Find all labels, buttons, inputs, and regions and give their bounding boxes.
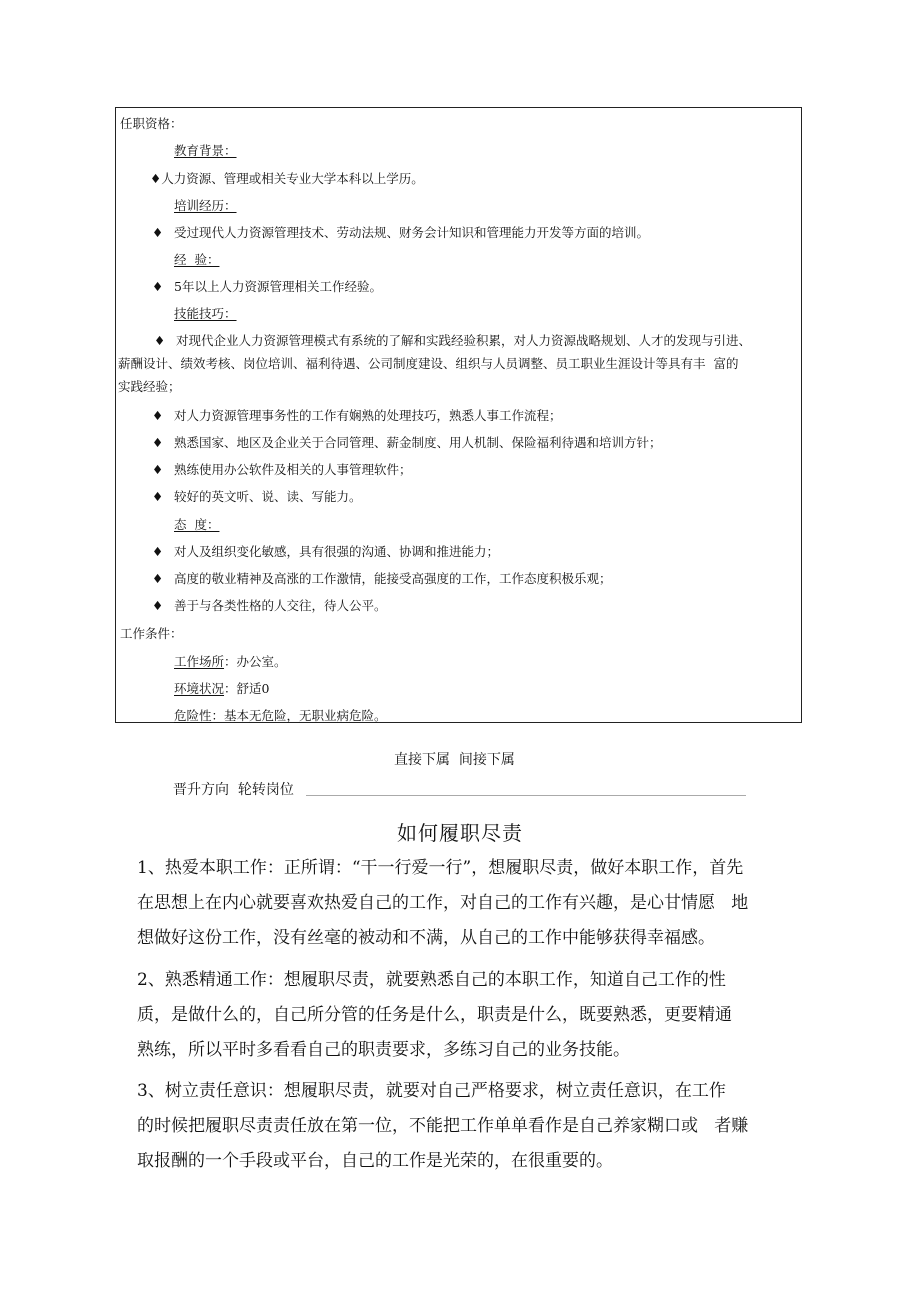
skills-item bbox=[152, 456, 412, 483]
condition-key: 环境状况 bbox=[174, 681, 225, 696]
bullet-icon: ♦ bbox=[152, 598, 164, 613]
skills-item-text: 较好的英文听、说、读、写能力。 bbox=[174, 489, 362, 504]
experience-title: 经 验： bbox=[174, 252, 220, 267]
skills-item bbox=[152, 483, 362, 510]
subordinates-line: 直接下属 间接下属 bbox=[394, 752, 515, 768]
essay-line: 2、熟悉精通工作：想履职尽责，就要熟悉自己的本职工作，知道自己工作的性 bbox=[137, 970, 726, 990]
essay-paragraph-2 bbox=[137, 963, 801, 1068]
skills-item-text: 对人力资源管理事务性的工作有娴熟的处理技巧，熟悉人事工作流程； bbox=[174, 408, 562, 423]
essay-line: 熟练，所以平时多看看自己的职责要求，多练习自己的业务技能。 bbox=[137, 1040, 630, 1060]
education-title: 教育背景： bbox=[174, 143, 237, 158]
bullet-icon: ♦ bbox=[152, 544, 164, 559]
skills-para-line: 薪酬设计、绩效考核、岗位培训、福利待遇、公司制度建设、组织与人员调整、员工职业生涯设计等具有丰 富的 bbox=[118, 356, 739, 371]
condition-value: ：舒适0 bbox=[224, 681, 270, 696]
promotion-line: 晋升方向 轮转岗位 bbox=[173, 782, 294, 798]
condition-value: ：办公室。 bbox=[224, 654, 287, 669]
qualifications-heading: 任职资格： bbox=[120, 116, 183, 131]
experience-text: 5年以上人力资源管理相关工作经验。 bbox=[174, 279, 382, 294]
attitude-item bbox=[152, 565, 612, 592]
attitude-item-text: 对人及组织变化敏感，具有很强的沟通、协调和推进能力； bbox=[174, 544, 500, 559]
conditions-heading: 工作条件： bbox=[120, 626, 183, 641]
condition-value: ：基本无危险，无职业病危险。 bbox=[211, 708, 387, 723]
condition-place bbox=[174, 648, 287, 675]
skills-para-line bbox=[118, 329, 801, 352]
skills-paragraph bbox=[118, 329, 801, 398]
training-text: 受过现代人力资源管理技术、劳动法规、财务会计知识和管理能力开发等方面的培训。 bbox=[174, 225, 650, 240]
essay-paragraph-3 bbox=[137, 1074, 801, 1179]
essay-line: 质，是做什么的，自己所分管的任务是什么，职责是什么，既要熟悉，更要精通 bbox=[137, 1005, 732, 1025]
skills-item-text: 熟悉国家、地区及企业关于合同管理、薪金制度、用人机制、保险福利待遇和培训方针； bbox=[174, 435, 662, 450]
essay-line: 3、树立责任意识：想履职尽责，就要对自己严格要求，树立责任意识，在工作 bbox=[137, 1081, 726, 1101]
bullet-icon: ♦ bbox=[152, 225, 164, 240]
bullet-icon: ♦ bbox=[152, 435, 164, 450]
skills-item-text: 熟练使用办公软件及相关的人事管理软件； bbox=[174, 462, 412, 477]
education-item: ♦人力资源、管理或相关专业大学本科以上学历。 bbox=[150, 171, 424, 186]
attitude-item bbox=[152, 538, 499, 565]
essay-line: 想做好这份工作，没有丝毫的被动和不满，从自己的工作中能够获得幸福感。 bbox=[137, 928, 715, 948]
attitude-item-text: 善于与各类性格的人交往，待人公平。 bbox=[174, 598, 387, 613]
training-item bbox=[152, 219, 649, 246]
attitude-title: 态 度： bbox=[174, 517, 220, 532]
essay-paragraph-1 bbox=[137, 851, 801, 956]
attitude-item bbox=[152, 592, 387, 619]
bullet-icon: ♦ bbox=[152, 462, 164, 477]
condition-environment bbox=[174, 675, 269, 702]
skills-para-text: 对现代企业人力资源管理模式有系统的了解和实践经验积累，对人力资源战略规划、人才的发现与引进、 bbox=[176, 333, 752, 348]
job-spec-table bbox=[115, 107, 802, 723]
condition-key: 危险性 bbox=[174, 708, 212, 723]
experience-item bbox=[152, 273, 382, 300]
skills-item bbox=[152, 402, 562, 429]
skills-item bbox=[152, 429, 662, 456]
skills-title: 技能技巧： bbox=[174, 306, 237, 321]
essay-line: 取报酬的一个手段或平台，自己的工作是光荣的，在很重要的。 bbox=[137, 1151, 613, 1171]
essay-line: 的时候把履职尽责责任放在第一位，不能把工作单单看作是自己养家糊口或 者赚 bbox=[137, 1116, 749, 1136]
attitude-item-text: 高度的敬业精神及高涨的工作激情，能接受高强度的工作，工作态度积极乐观； bbox=[174, 571, 612, 586]
promotion-underline bbox=[306, 795, 746, 796]
bullet-icon: ♦ bbox=[154, 333, 166, 348]
essay-title: 如何履职尽责 bbox=[397, 821, 523, 845]
bullet-icon: ♦ bbox=[152, 571, 164, 586]
essay-line: 在思想上在内心就要喜欢热爱自己的工作，对自己的工作有兴趣，是心甘情愿 地 bbox=[137, 893, 749, 913]
condition-risk bbox=[174, 702, 387, 729]
bullet-icon: ♦ bbox=[152, 279, 164, 294]
skills-para-line: 实践经验； bbox=[118, 379, 181, 394]
essay-line: 1、热爱本职工作：正所谓：“干一行爱一行”，想履职尽责，做好本职工作，首先 bbox=[137, 858, 744, 878]
bullet-icon: ♦ bbox=[152, 489, 164, 504]
bullet-icon: ♦ bbox=[152, 408, 164, 423]
condition-key: 工作场所 bbox=[174, 654, 225, 669]
training-title: 培训经历： bbox=[174, 198, 237, 213]
